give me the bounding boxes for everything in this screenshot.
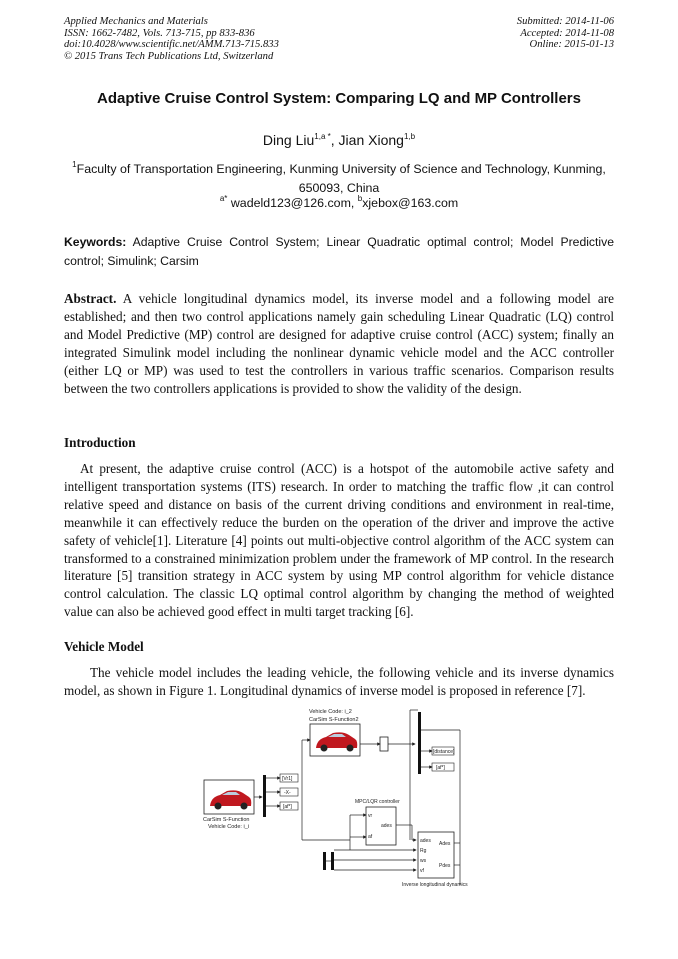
simulink-figure <box>190 700 490 895</box>
controller-port-af: af <box>368 834 373 840</box>
doi-line: doi:10.4028/www.scientific.net/AMM.713-715.833 <box>64 39 279 51</box>
author-2: Jian Xiong <box>338 132 404 148</box>
inv-port-rg: Rg <box>420 848 427 854</box>
follow-vehicle-title: CarSim S-Function <box>203 817 250 823</box>
keywords-label: Keywords: <box>64 235 127 249</box>
journal-name: Applied Mechanics and Materials <box>64 16 208 27</box>
bottom-mux-1 <box>323 852 326 870</box>
paper-title: Adaptive Cruise Control System: Comparing LQ and MP Controllers <box>97 90 581 107</box>
keywords-text: Adaptive Cruise Control System; Linear Quadratic optimal control; Model Predictive control; Simulink; Carsim <box>64 235 614 268</box>
tag-af-label: [af*] <box>436 765 445 771</box>
submitted-date: Submitted: 2014-11-06 <box>516 16 614 27</box>
tag-x-label: -X- <box>284 790 291 796</box>
journal-header-right <box>517 16 614 51</box>
online-date: Online: 2015-01-13 <box>529 39 614 51</box>
bottom-mux-2 <box>331 852 334 870</box>
affiliation-text: Faculty of Transportation Engineering, Kunming University of Science and Technology, Kunming, 650093, China <box>76 162 606 195</box>
email-a: wadeld123@126.com, <box>227 196 358 210</box>
introduction-text: At present, the adaptive cruise control (ACC) is a hotspot of the automobile active safety and intelligent transportation systems (ITS) research. In order to matching the traffic flow ,it can control relative speed and distance on basis of the current driving conditions and environment in real-time, meanwhile it can effectively reduce the burden on the operation of the driver and improve the active safety of vehicle[1]. Literature [4] points out multi-objective control algorithm of the ACC system can transformed to a constrained minimization problem under the framework of MP control. In the research literature [5] transition strategy in ACC system by using MP control algorithm for vehicle distance control calculation. The classic LQ optimal control algorithm by changing the method of weighted value can also be achieved good effect in multi target tracking [6]. <box>64 461 614 620</box>
email-line <box>0 196 678 210</box>
inv-port-ws: ws <box>420 858 427 864</box>
abstract <box>64 290 614 397</box>
selector-block <box>380 737 388 751</box>
author-separator: , <box>330 132 339 148</box>
abstract-label: Abstract. <box>64 291 117 306</box>
tag-vr-label: [Vr1] <box>282 776 293 782</box>
controller-port-ades: ades <box>381 823 392 829</box>
issn-line: ISSN: 1662-7482, Vols. 713-715, pp 833-836 <box>64 27 255 39</box>
inv-port-ades: ades <box>420 838 431 844</box>
inv-port-Ades: Ades <box>439 841 451 847</box>
affiliation-sup: 1 <box>72 160 77 169</box>
lead-vehicle-code: Vehicle Code: i_2 <box>309 709 352 715</box>
abstract-text: A vehicle longitudinal dynamics model, its inverse model and a following model are established; and then two control applications namely gain scheduling Linear Quadratic (LQ) control and Model Predictive (MP) control are designed for adaptive cruise control (ACC) system; finally an integrated Simulink model including the nonlinear dynamic vehicle model and the ACC controller (either LQ or MP) was used to test the controllers in various traffic scenarios. Comparison results between the two controllers applications is provided to show the validity of the design. <box>64 291 614 396</box>
controller-port-vr: vr <box>368 813 373 819</box>
author-2-sup: 1,b <box>403 132 416 141</box>
vehicle-model-heading: Vehicle Model <box>64 639 144 654</box>
follow-vehicle-code: Vehicle Code: i_i <box>208 824 249 830</box>
author-line <box>0 132 678 148</box>
inv-port-vf: vf <box>420 868 424 874</box>
tag-af2-label: [af*] <box>283 804 292 810</box>
inv-port-Pdes: Pdes <box>439 863 451 869</box>
copyright-line: © 2015 Trans Tech Publications Ltd, Switzerland <box>64 50 274 62</box>
introduction-heading: Introduction <box>64 435 136 450</box>
lower-mux <box>263 775 266 817</box>
controller-title: MPC/LQR controller <box>355 799 400 805</box>
inverse-dynamics-title: Inverse longitudinal dynamics <box>402 882 468 888</box>
email-b: xjebox@163.com <box>362 196 459 210</box>
journal-header-left <box>64 16 279 62</box>
accepted-date: Accepted: 2014-11-08 <box>520 27 614 39</box>
tag-distance-label: [distance] <box>433 749 455 755</box>
email-a-sup: a* <box>219 194 228 203</box>
author-1: Ding Liu <box>262 132 315 148</box>
lead-vehicle-title: CarSim S-Function2 <box>309 717 359 723</box>
author-1-sup: 1,a * <box>314 132 331 141</box>
simulink-diagram <box>190 700 490 895</box>
email-b-sup: b <box>357 194 363 203</box>
upper-mux <box>418 712 421 774</box>
vehicle-model-text: The vehicle model includes the leading vehicle, the following vehicle and its inverse dynamics model, as shown in Figure 1. Longitudinal dynamics of inverse model is proposed in reference [7]. <box>64 665 614 698</box>
keywords <box>64 233 614 270</box>
affiliation <box>64 160 614 197</box>
